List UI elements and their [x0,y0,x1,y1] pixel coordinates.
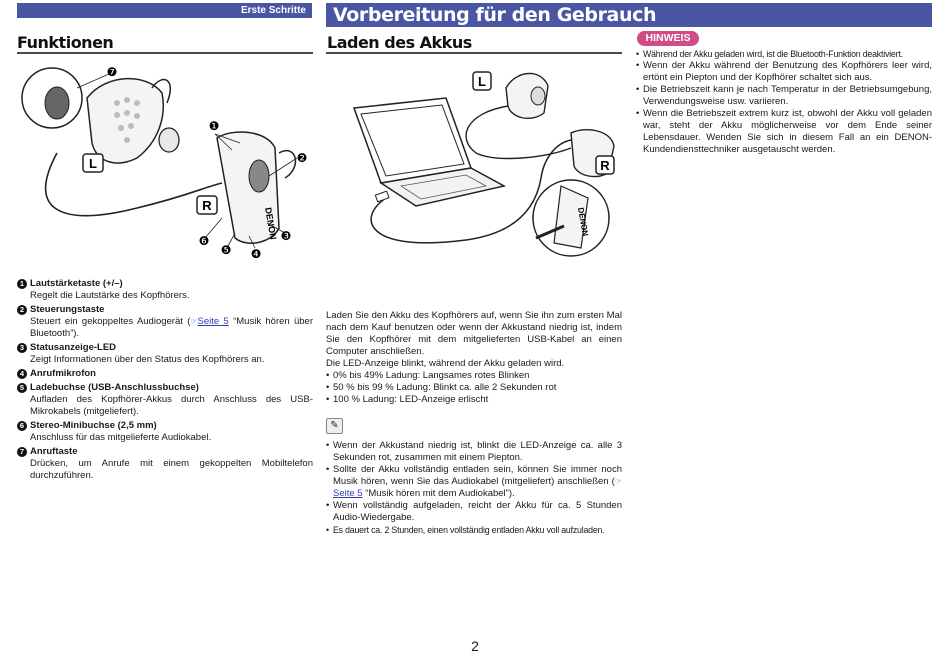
feature-list [17,278,313,484]
right-side-label: R [202,198,212,213]
feature-item: 6 Stereo-Minibuchse (2,5 mm) Anschluss für das mitgelieferte Audiokabel. [17,420,313,444]
feature-item: 4 Anrufmikrofon [17,368,313,380]
hinweis-item: • Wenn der Akku während der Benutzung des Kopfhörers leer wird, ertönt ein Piepton und der Kopfhörer schaltet sich aus. [636,60,932,83]
page-link[interactable]: Seite 5 [197,316,229,327]
feature-item: 1 Lautstärketaste (+/–) Regelt die Lautstärke des Kopfhörers. [17,278,313,302]
feature-item: 2 Steuerungstaste Steuert ein gekoppeltes Audiogerät (☞Seite 5 “Musik hören über Bluetooth”). [17,304,313,340]
usb-plug [375,191,389,202]
left-side-label: L [89,156,97,171]
brand-logo: DENON [263,206,279,241]
led-state: • 0% bis 49% Ladung: Langsames rotes Blinken [326,370,530,381]
led-state: • 100 % Ladung: LED-Anzeige erlischt [326,394,489,405]
callout-1: ❶ [208,119,220,133]
page-ref-icon: ☞ [614,477,622,486]
feature-item: 7 Anruftaste Drücken, um Anrufe mit einem gekoppelten Mobiltelefon durchzuführen. [17,446,313,482]
feature-desc: Drücken, um Anrufe mit einem gekoppelten Mobiltelefon durchzuführen. [30,458,313,481]
brand-logo: DENON [576,206,590,237]
control-button-detail [249,160,269,192]
hinweis-item: • Die Betriebszeit kann je nach Temperatur in der Betriebsumgebung, Verwendungsweise usw. variieren. [636,84,932,107]
page-ref-icon: ☞ [190,317,198,326]
callout-6: ❻ [198,234,210,248]
charging-text [326,310,622,536]
funktionen-title: Funktionen [17,33,114,52]
call-button-detail [45,87,69,119]
page-link[interactable]: Seite 5 [333,488,363,499]
left-side-label: L [478,74,486,89]
funktionen-rule [17,52,313,54]
note-item: • Es dauert ca. 2 Stunden, einen vollständig entladen Akku voll aufzuladen. [326,525,605,535]
feature-desc: Regelt die Lautstärke des Kopfhörers. [30,290,190,301]
feature-desc: Zeigt Informationen über den Status des Kopfhörers an. [30,354,265,365]
hinweis-item: • Wenn die Betriebszeit extrem kurz ist, obwohl der Akku voll geladen war, steht der Akku möglicherweise vor dem Ende seiner Lebensdauer. Wenden Sie sich in diesem Fall an ein DENON-Kundendiensttechniker ausgetauscht werden. [636,108,932,155]
feature-title: Ladebuchse (USB-Anschlussbuchse) [30,382,199,393]
led-state: • 50 % bis 99 % Ladung: Blinkt ca. alle 2 Sekunden rot [326,382,557,393]
page-number: 2 [471,638,479,654]
led-intro: Die LED-Anzeige blinkt, während der Akku geladen wird. [326,358,565,369]
left-ear-tip [159,128,179,152]
callout-5: ❺ [220,243,232,257]
feature-title: Anrufmikrofon [30,368,96,379]
note-item: • Sollte der Akku vollständig entladen sein, können Sie immer noch Musik hören, wenn Sie das Audiokabel (mitgeliefert) anschließen (☞Seite 5 “Musik hören mit dem Audiokabel”). [326,464,622,499]
feature-desc: Steuert ein gekoppeltes Audiogerät (☞Seite 5 “Musik hören über Bluetooth”). [30,316,314,339]
callout-2: ❷ [296,151,308,165]
feature-desc: Aufladen des Kopfhörer-Akkus durch Anschluss des USB-Mikrokabels (mitgeliefert). [30,394,313,417]
left-ear-tip [531,87,545,105]
feature-title: Steuerungstaste [30,304,105,315]
feature-item: 3 Statusanzeige-LED Zeigt Informationen über den Status des Kopfhörers an. [17,342,313,366]
charging-illustration [326,58,626,268]
laden-rule [326,52,622,54]
callout-3: ❸ [280,229,292,243]
section-tab: Erste Schritte [17,3,312,18]
right-side-label: R [600,158,610,173]
feature-item: 5 Ladebuchse (USB-Anschlussbuchse) Aufladen des Kopfhörer-Akkus durch Anschluss des USB-Mikrokabels (mitgeliefert). [17,382,313,418]
feature-title: Statusanzeige-LED [30,342,117,353]
page-title: Vorbereitung für den Gebrauch [326,3,932,27]
feature-desc: Anschluss für das mitgelieferte Audiokabel. [30,432,212,443]
feature-title: Anruftaste [30,446,78,457]
charging-intro: Laden Sie den Akku des Kopfhörers auf, wenn Sie ihn zum ersten Mal nach dem Kauf benutzen oder wenn der Akkustand niedrig ist, indem Sie den Kopfhörer mit dem mitgelieferten USB-Kabel an einen Computer anschließen. [326,310,622,357]
feature-title: Lautstärketaste (+/–) [30,278,123,289]
callout-7: ❼ [106,65,118,79]
pencil-icon: ✎ [326,418,343,434]
headphone-cable [46,153,222,216]
feature-title: Stereo-Minibuchse (2,5 mm) [30,420,157,431]
laden-title: Laden des Akkus [327,33,472,52]
note-item: • Wenn vollständig aufgeladen, reicht der Akku für ca. 5 Stunden Audio-Wiedergabe. [326,500,622,523]
hinweis-badge: HINWEIS [637,31,699,46]
hinweis-list [636,48,932,156]
headphone-functions-illustration [17,58,317,268]
left-earpiece [87,79,163,163]
callout-4: ❹ [250,247,262,261]
hinweis-item: • Während der Akku geladen wird, ist die Bluetooth-Funktion deaktiviert. [636,49,903,59]
note-item: • Wenn der Akkustand niedrig ist, blinkt die LED-Anzeige ca. alle 3 Sekunden rot, zusammen mit einem Piepton. [326,440,622,463]
